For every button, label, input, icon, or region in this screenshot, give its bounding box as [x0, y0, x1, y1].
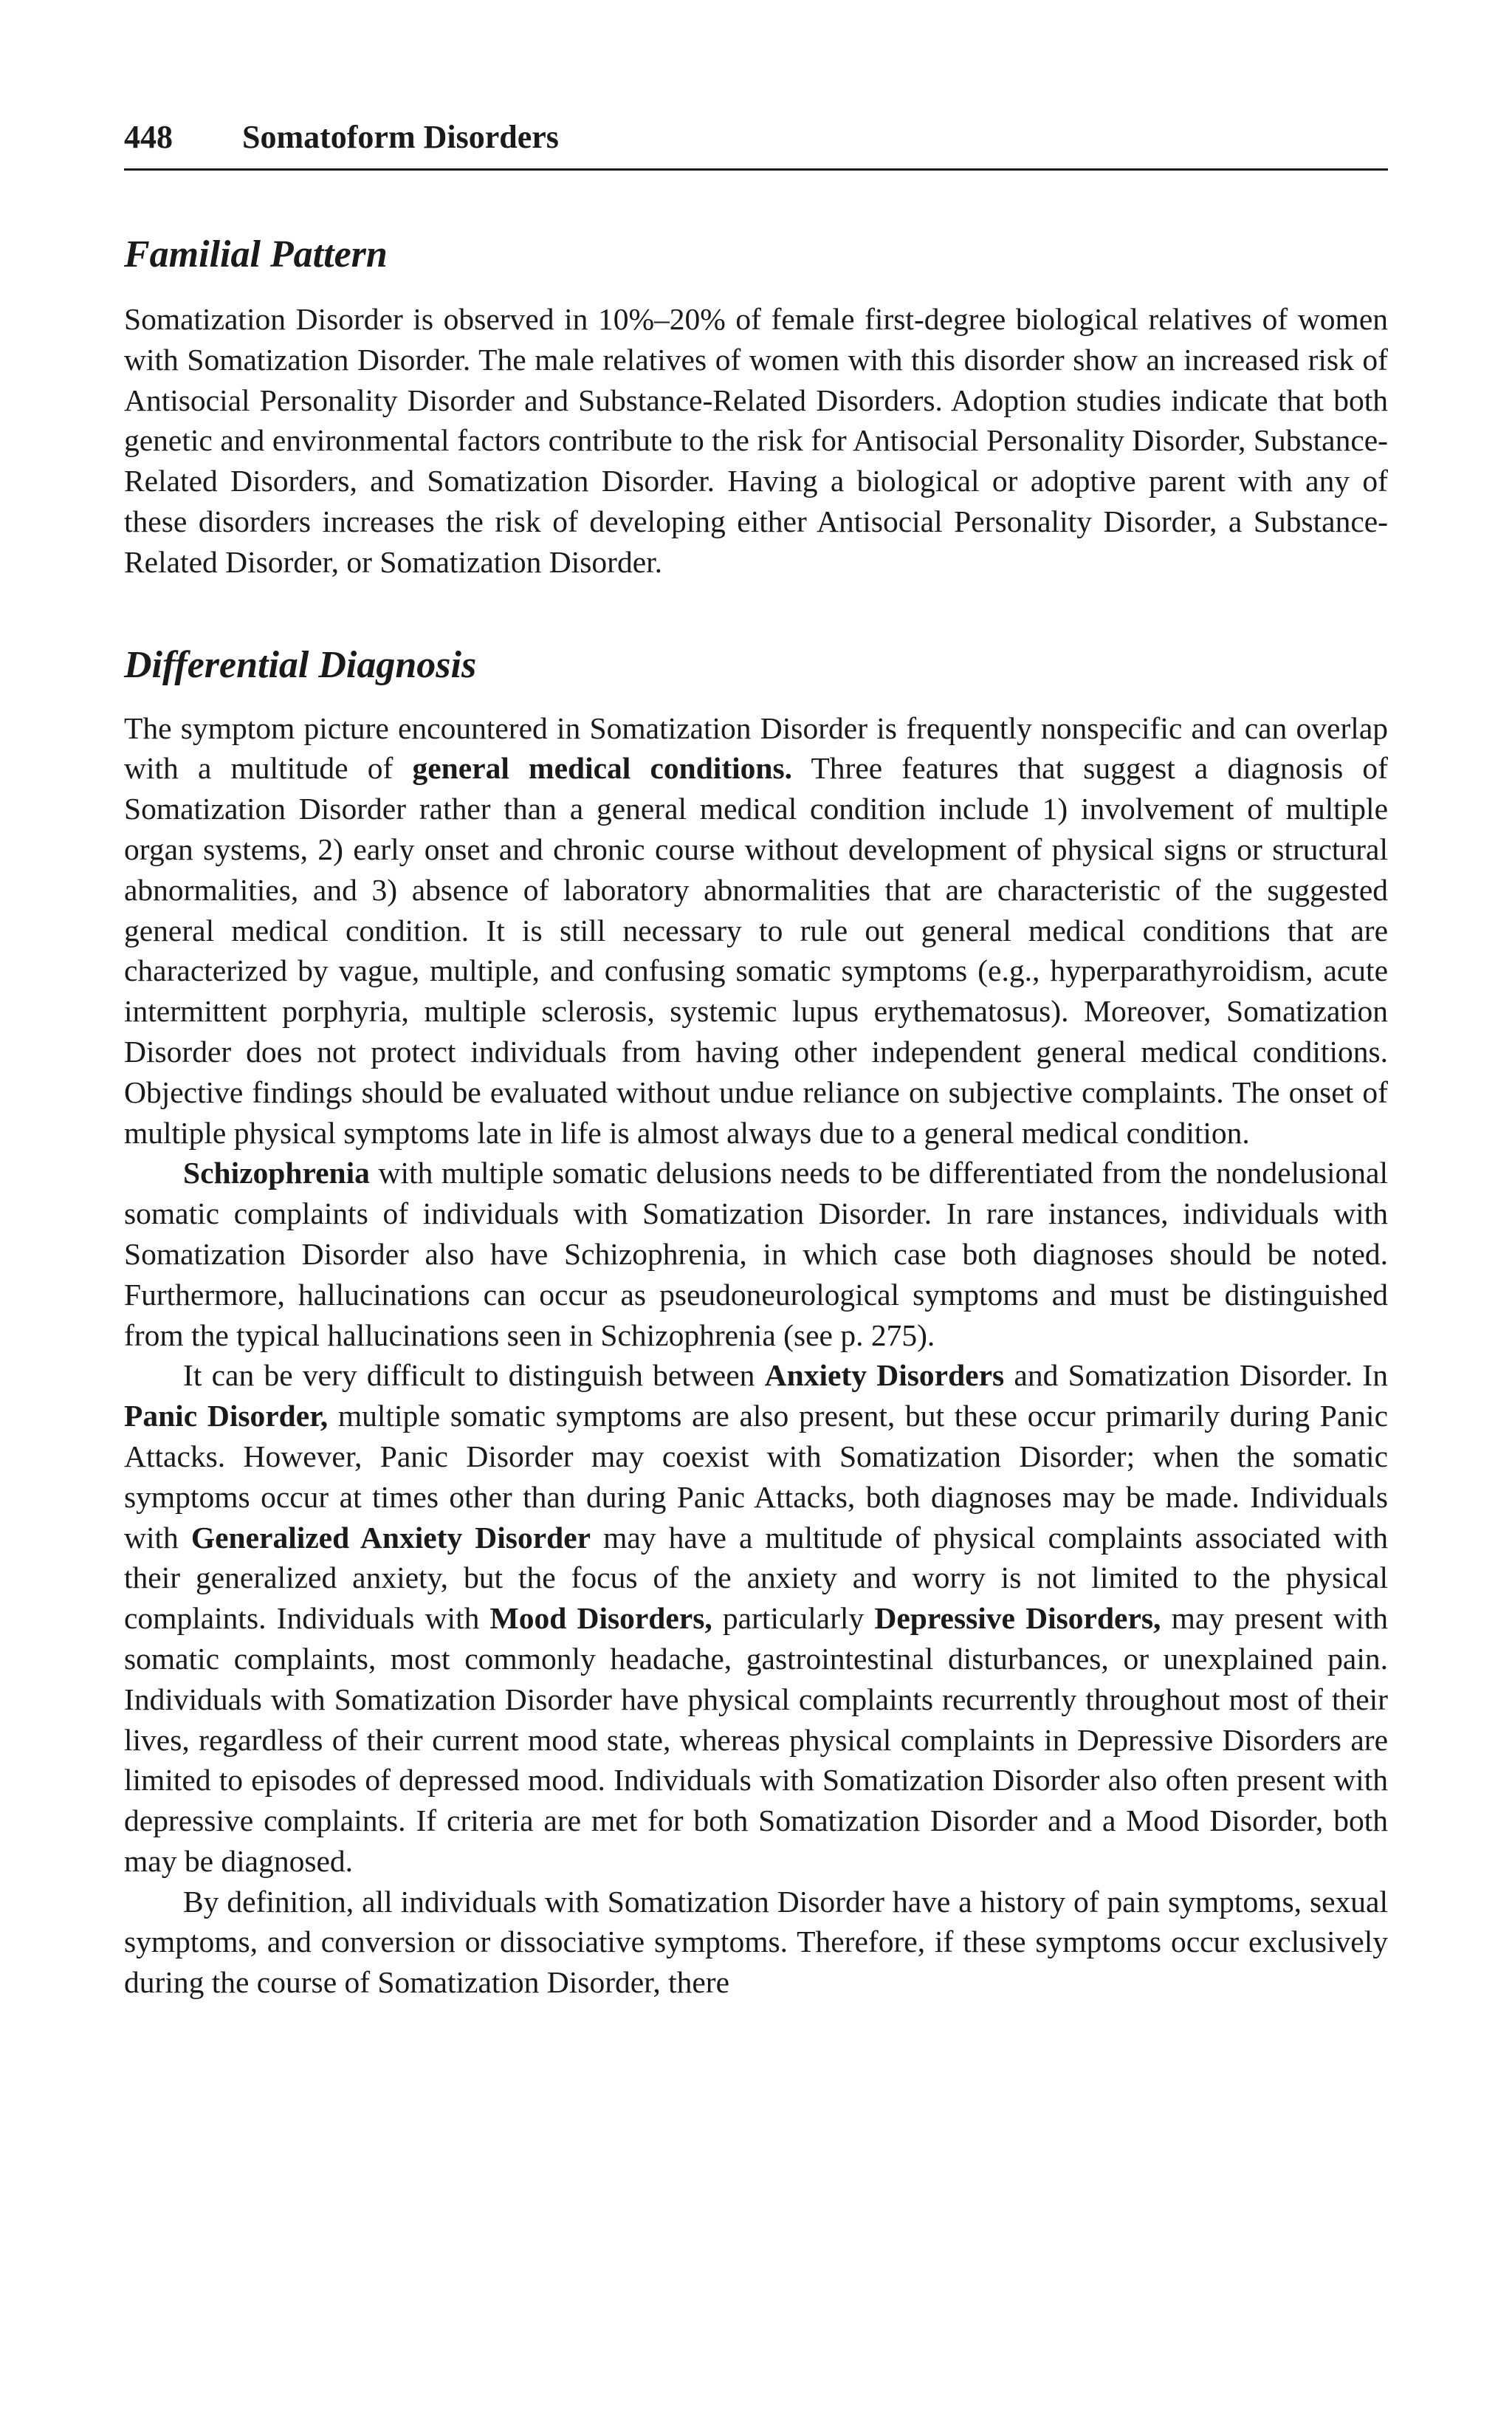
text-run: multiple somatic symptoms are also present, but these occur primarily during Panic Attacks. However, Panic Disorder may coexist with Somatization Disorder; when the somatic symptoms occur at times other than during Panic Attacks, both diagnoses may be made. Individuals with — [124, 1399, 1388, 1555]
bold-term-schizophrenia: Schizophrenia — [183, 1156, 370, 1190]
text-run: particularly — [712, 1601, 875, 1636]
bold-term-generalized-anxiety-disorder: Generalized Anxiety Disorder — [190, 1520, 591, 1555]
paragraph-general-medical-conditions — [124, 708, 1388, 1154]
section-heading-familial-pattern: Familial Pattern — [124, 233, 388, 275]
page-number: 448 — [124, 119, 173, 155]
bold-term-mood-disorders: Mood Disorders, — [489, 1601, 712, 1636]
text-run: It can be very difficult to distinguish between — [183, 1358, 765, 1393]
bold-term-panic-disorder: Panic Disorder, — [124, 1399, 329, 1433]
text-run: and Somatization Disorder. In — [1004, 1358, 1388, 1393]
text-run: may present with somatic complaints, most commonly headache, gastrointestinal disturbances, or unexplained pain. Individuals with Somatization Disorder have physical complaints recurrently throughout most of their lives, regardless of their current mood state, whereas physical complaints in Depressive Disorders are limited to episodes of depressed mood. Individuals with Somatization Disorder also often present with depressive complaints. If criteria are met for both Somatization Disorder and a Mood Disorder, both may be diagnosed. — [124, 1601, 1389, 1878]
paragraph-by-definition: By definition, all individuals with Somatization Disorder have a history of pain symptoms, sexual symptoms, and conversion or dissociative symptoms. Therefore, if these symptoms occur exclusively during the course of Somatization Disorder, there — [124, 1884, 1388, 2000]
text-run: with multiple somatic delusions needs to be differentiated from the nondelusional somatic complaints of individuals with Somatization Disorder. In rare instances, individuals with Somatization Disorder also have Schizophrenia, in which case both diagnoses should be noted. Furthermore, hallucinations can occur as pseudoneurological symptoms and must be distinguished from the typical hallucinations seen in Schizophrenia (see p. 275). — [124, 1156, 1388, 1352]
paragraph-anxiety-mood-disorders — [124, 1355, 1388, 1881]
section-heading-differential-diagnosis: Differential Diagnosis — [124, 643, 477, 686]
bold-term-general-medical-conditions: general medical conditions. — [412, 751, 793, 786]
paragraph-familial-pattern: Somatization Disorder is observed in 10%–20% of female first-degree biological relatives of women with Somatization Disorder. The male relatives of women with this disorder show an increased risk of Antisocial Personality Disorder and Substance-Related Disorders. Adoption studies indicate that both genetic and environmental factors contribute to the risk for Antisocial Personality Disorder, Substance-Related Disorders, and Somatization Disorder. Having a biological or adoptive parent with any of these disorders increases the risk of developing either Antisocial Personality Disorder, a Substance-Related Disorder, or Somatization Disorder. — [124, 302, 1388, 579]
text-run: may have a multitude of physical complaints associated with their generalized anxiety, but the focus of the anxiety and worry is not limited to the physical complaints. Individuals with — [124, 1520, 1389, 1636]
text-run: Three features that suggest a diagnosis of Somatization Disorder rather than a general medical condition include 1) involvement of multiple organ systems, 2) early onset and chronic course without development of physical signs or structural abnormalities, and 3) absence of laboratory abnormalities that are characteristic of the suggested general medical condition. It is still necessary to rule out general medical conditions that are characterized by vague, multiple, and confusing somatic symptoms (e.g., hyperparathyroidism, acute intermittent porphyria, multiple sclerosis, systemic lupus erythematosus). Moreover, Somatization Disorder does not protect individuals from having other independent general medical conditions. Objective findings should be evaluated without undue reliance on subjective complaints. The onset of multiple physical symptoms late in life is almost always due to a general medical condition. — [124, 751, 1388, 1150]
running-title: Somatoform Disorders — [242, 119, 559, 155]
paragraph-schizophrenia — [124, 1153, 1388, 1355]
running-header — [124, 117, 1388, 171]
page-content — [124, 117, 1388, 2003]
bold-term-depressive-disorders: Depressive Disorders, — [874, 1601, 1161, 1636]
bold-term-anxiety-disorders: Anxiety Disorders — [764, 1358, 1005, 1393]
text-run: The symptom picture encountered in Somatization Disorder is frequently nonspecific and can overlap with a multitude of — [124, 710, 1388, 786]
